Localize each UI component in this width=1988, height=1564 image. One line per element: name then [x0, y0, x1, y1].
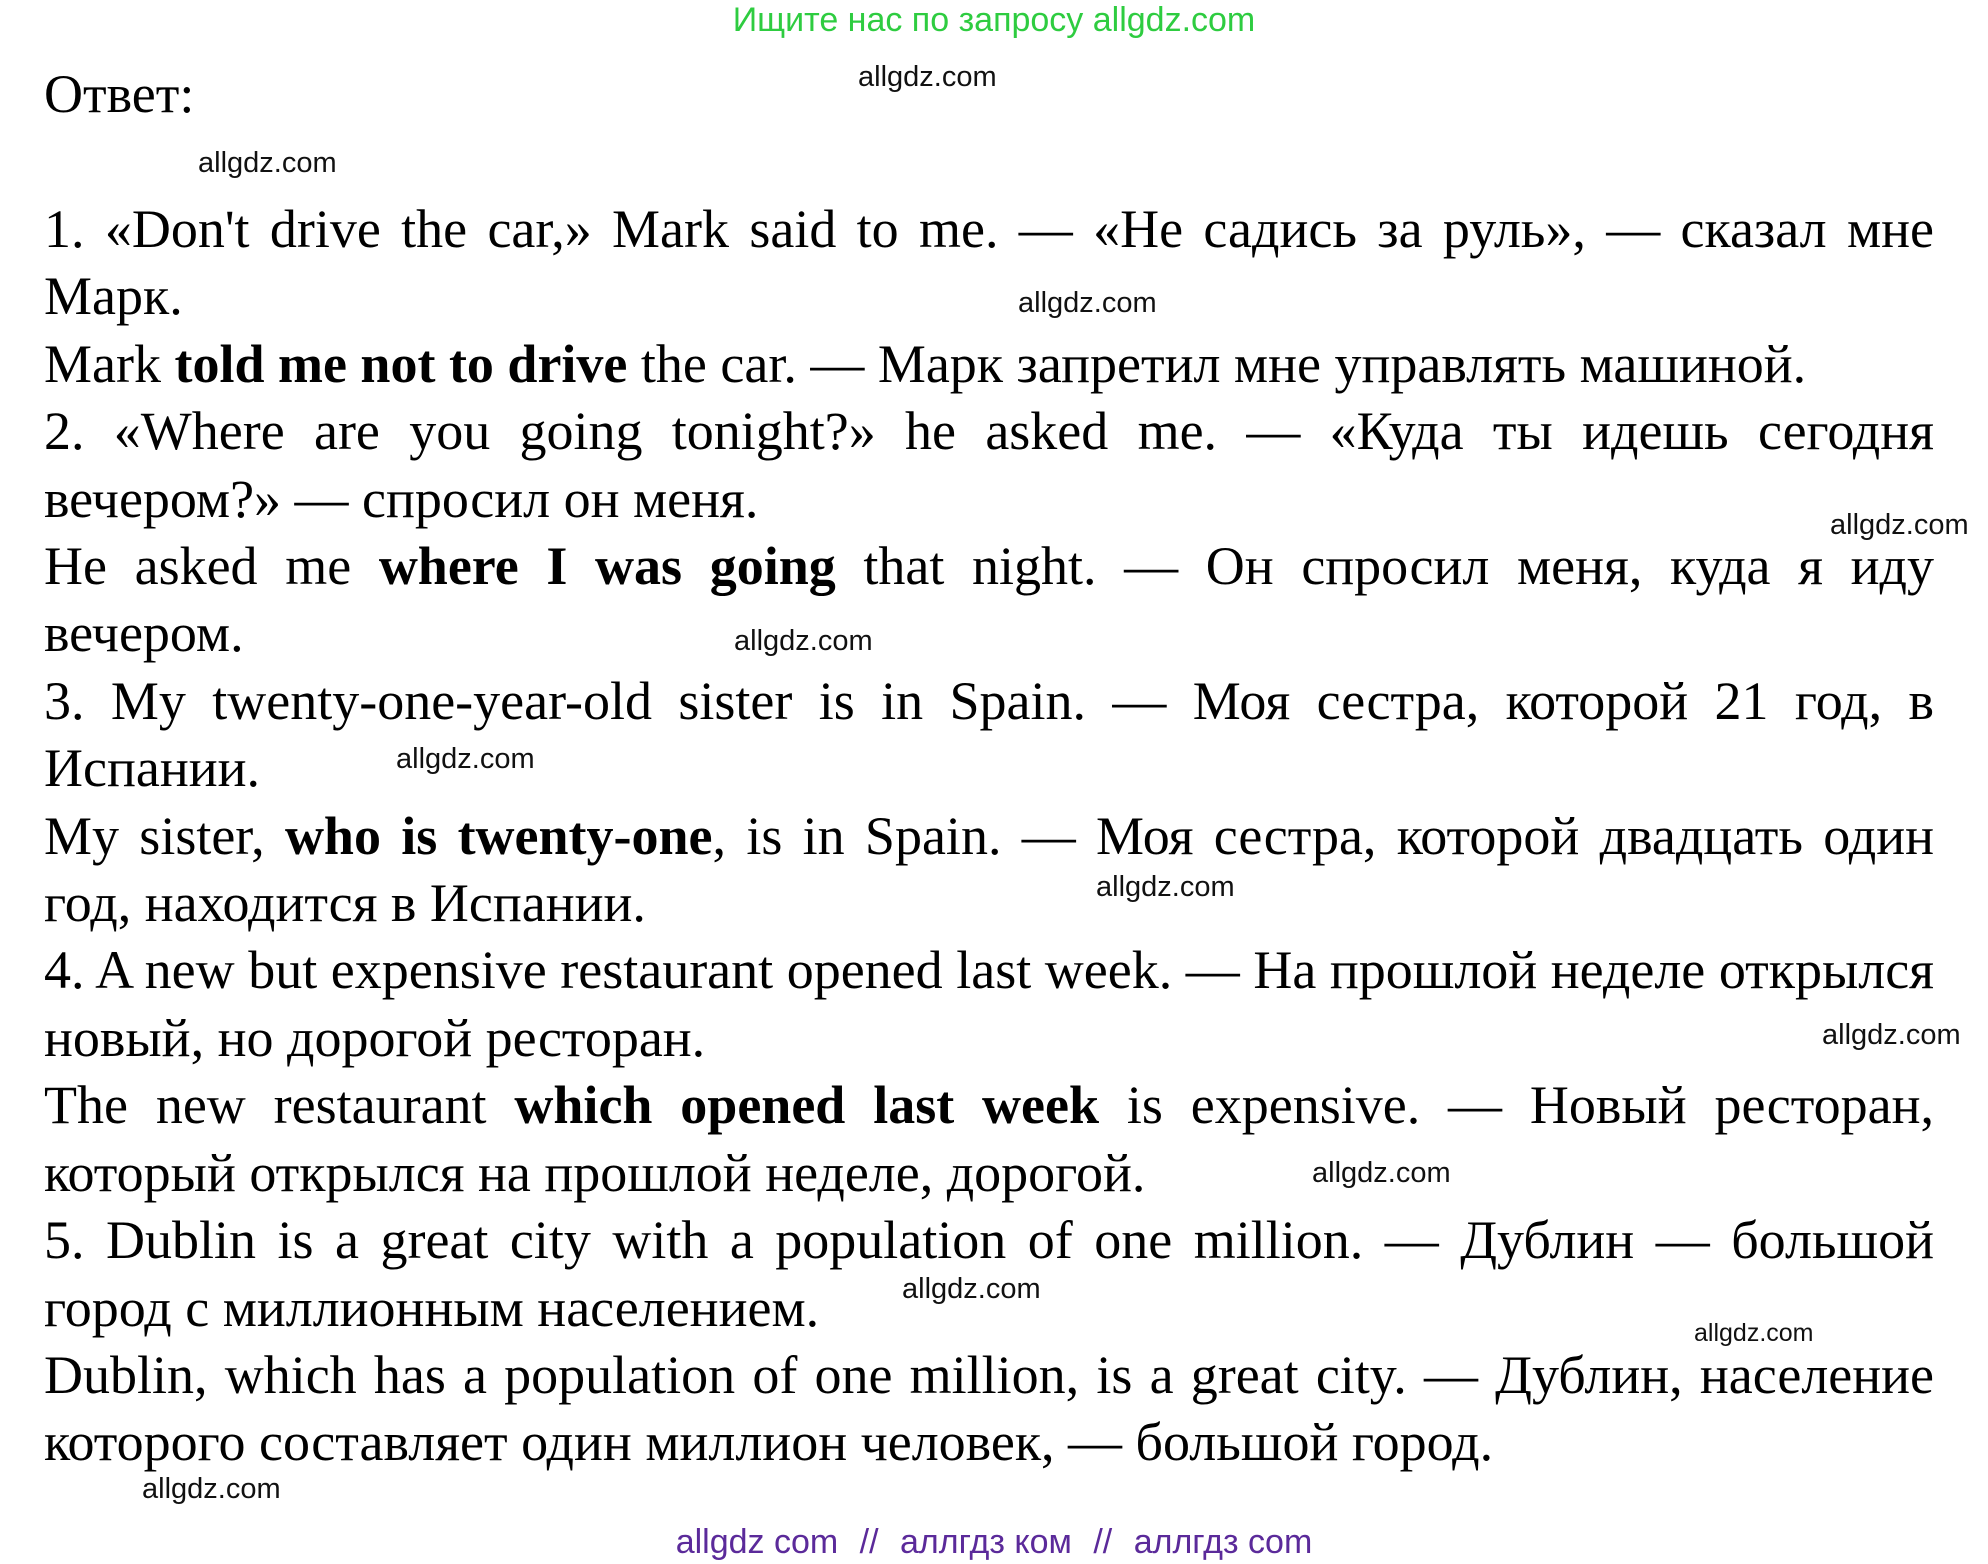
- original-sentence: «Where are you going tonight?» he asked me. — «Куда ты идешь сегодня вечером?» — спросил он меня.: [44, 401, 1934, 529]
- footer-separator: //: [1093, 1523, 1113, 1561]
- watermark: allgdz.com: [198, 147, 337, 179]
- reported-pre: The new restaurant: [44, 1075, 515, 1136]
- reported-post: is expensive. — Новый ресторан, который открылся на прошлой неделе, дорогой.: [44, 1075, 1934, 1203]
- reported-pre: He asked me: [44, 536, 379, 597]
- item-1-reported: [44, 331, 1934, 398]
- reported-pre: My sister,: [44, 805, 285, 866]
- watermark: allgdz.com: [1822, 1019, 1961, 1051]
- watermark: allgdz.com: [1312, 1157, 1451, 1189]
- reported-bold: told me not to drive: [174, 333, 628, 394]
- item-number: 5.: [44, 1210, 85, 1271]
- watermark: allgdz.com: [1694, 1319, 1814, 1347]
- original-sentence: My twenty-one-year-old sister is in Spain. — Моя сестра, которой 21 год, в Испании.: [44, 670, 1934, 799]
- watermark: allgdz.com: [142, 1473, 281, 1505]
- item-4-original: [44, 937, 1934, 1072]
- reported-bold: which opened last week: [514, 1075, 1100, 1136]
- watermark: allgdz.com: [902, 1273, 1041, 1305]
- item-number: 2.: [44, 401, 85, 462]
- item-2-reported: [44, 533, 1934, 668]
- watermark: allgdz.com: [734, 625, 873, 657]
- watermark: allgdz.com: [396, 743, 535, 775]
- watermark: allgdz.com: [1096, 871, 1235, 903]
- reported-post: that night. — Он спросил меня, куда я иду вечером.: [44, 536, 1934, 664]
- item-3-original: [44, 668, 1934, 803]
- reported-pre: Dublin, which has a population of one million, is a great city. — Дублин, население которого составляет один миллион человек, — большой город.: [44, 1344, 1934, 1473]
- reported-bold: where I was going: [378, 536, 836, 597]
- original-sentence: «Don't drive the car,» Mark said to me. — «Не садись за руль», — сказал мне Марк.: [44, 199, 1934, 327]
- item-number: 1.: [44, 199, 85, 259]
- footer-links: [0, 1522, 1988, 1562]
- answer-heading: Ответ:: [44, 64, 195, 124]
- reported-bold: who is twenty-one: [284, 805, 713, 866]
- item-4-reported: [44, 1072, 1934, 1207]
- watermark: allgdz.com: [1830, 509, 1969, 541]
- item-1-original: [44, 196, 1934, 331]
- item-2-original: [44, 398, 1934, 533]
- reported-pre: Mark: [44, 333, 175, 394]
- item-5-reported: [44, 1342, 1934, 1477]
- item-3-reported: [44, 803, 1934, 938]
- footer-link-1[interactable]: allgdz com: [675, 1523, 839, 1561]
- original-sentence: Dublin is a great city with a population of one million. — Дублин — большой город с миллионным населением.: [44, 1210, 1935, 1338]
- reported-post: , is in Spain. — Моя сестра, которой двадцать один год, находится в Испании.: [44, 805, 1934, 934]
- item-number: 3.: [44, 670, 85, 731]
- original-sentence: A new but expensive restaurant opened last week. — На прошлой неделе открылся новый, но дорогой ресторан.: [44, 940, 1934, 1068]
- top-banner: Ищите нас по запросу allgdz.com: [732, 1, 1256, 39]
- watermark: allgdz.com: [858, 61, 997, 93]
- footer-separator: //: [859, 1523, 879, 1561]
- reported-post: the car. — Марк запретил мне управлять машиной.: [627, 333, 1807, 394]
- footer-link-3[interactable]: аллгдз com: [1133, 1523, 1313, 1561]
- item-number: 4.: [44, 940, 85, 1001]
- watermark: allgdz.com: [1018, 287, 1157, 319]
- footer-link-2[interactable]: аллгдз ком: [900, 1523, 1072, 1561]
